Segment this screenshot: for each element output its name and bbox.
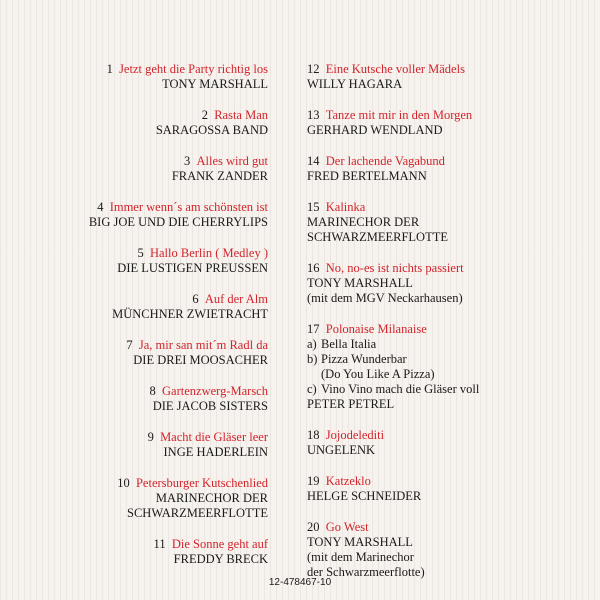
track-artist: MARINECHOR DER xyxy=(307,215,420,229)
track-number: 10 xyxy=(117,476,130,490)
track-heading xyxy=(307,474,567,489)
track-item xyxy=(307,322,567,412)
track-number: 14 xyxy=(307,154,320,168)
medley-part-text: Vino Vino mach die Gläser voll xyxy=(321,382,480,396)
track-heading xyxy=(60,108,268,123)
track-number: 11 xyxy=(153,537,166,551)
track-number: 17 xyxy=(307,322,320,336)
track-artist: TONY MARSHALL xyxy=(307,535,413,549)
track-item xyxy=(60,384,268,414)
track-title: Jetzt geht die Party richtig los xyxy=(119,62,268,76)
track-title: Macht die Gläser leer xyxy=(160,430,268,444)
track-title: Kalinka xyxy=(325,200,366,214)
medley-part-text: (Do You Like A Pizza) xyxy=(321,367,435,381)
track-item xyxy=(307,428,567,458)
track-title: Tanze mit mir in den Morgen xyxy=(325,108,473,122)
track-item xyxy=(60,200,268,230)
track-item xyxy=(307,108,567,138)
track-artist: SCHWARZMEERFLOTTE xyxy=(307,230,448,244)
medley-part-label: c) xyxy=(307,382,317,396)
track-item xyxy=(307,474,567,504)
track-item xyxy=(307,62,567,92)
medley-part xyxy=(307,337,567,352)
track-heading xyxy=(60,246,268,261)
track-number: 16 xyxy=(307,261,320,275)
track-title: Alles wird gut xyxy=(196,154,268,168)
track-number: 20 xyxy=(307,520,320,534)
track-item xyxy=(60,537,268,567)
track-artist: MÜNCHNER ZWIETRACHT xyxy=(112,307,268,321)
track-artist: BIG JOE UND DIE CHERRYLIPS xyxy=(88,215,268,229)
track-title: No, no-es ist nichts passiert xyxy=(325,261,464,275)
track-heading xyxy=(60,430,268,445)
track-title: Eine Kutsche voller Mädels xyxy=(325,62,465,76)
track-heading xyxy=(60,200,268,215)
track-title: Polonaise Milanaise xyxy=(325,322,427,336)
tracklist-right-column xyxy=(307,62,567,596)
track-number: 18 xyxy=(307,428,320,442)
track-item xyxy=(60,476,268,521)
track-number: 12 xyxy=(307,62,320,76)
track-number: 3 xyxy=(183,154,191,168)
track-item xyxy=(307,520,567,580)
track-artist: INGE HADERLEIN xyxy=(163,445,268,459)
track-title: Der lachende Vagabund xyxy=(325,154,445,168)
track-artist: MARINECHOR DER xyxy=(155,491,268,505)
track-number: 8 xyxy=(149,384,156,398)
track-title: Go West xyxy=(325,520,369,534)
track-heading xyxy=(60,154,268,169)
track-number: 15 xyxy=(307,200,320,214)
track-item xyxy=(60,430,268,460)
track-artist: DIE JACOB SISTERS xyxy=(152,399,268,413)
track-artist: UNGELENK xyxy=(307,443,376,457)
track-heading xyxy=(60,338,268,353)
track-number: 2 xyxy=(201,108,208,122)
medley-part-label: a) xyxy=(307,337,317,351)
track-heading xyxy=(60,384,268,399)
track-artist: (mit dem Marinechor xyxy=(307,550,414,564)
track-title: Gartenzwerg-Marsch xyxy=(162,384,268,398)
track-artist: FRANK ZANDER xyxy=(171,169,268,183)
track-artist: FRED BERTELMANN xyxy=(307,169,427,183)
track-artist: (mit dem MGV Neckarhausen) xyxy=(307,291,463,305)
track-heading xyxy=(307,200,567,215)
track-title: Katzeklo xyxy=(325,474,371,488)
track-item xyxy=(60,246,268,276)
track-artist: WILLY HAGARA xyxy=(307,77,403,91)
track-number: 6 xyxy=(192,292,199,306)
track-item xyxy=(60,108,268,138)
track-artist: HELGE SCHNEIDER xyxy=(307,489,422,503)
track-heading xyxy=(307,154,567,169)
tracklist-left-column xyxy=(60,62,268,583)
medley-part-text: Bella Italia xyxy=(321,337,377,351)
track-artist: SARAGOSSA BAND xyxy=(155,123,268,137)
track-number: 5 xyxy=(137,246,144,260)
track-artist: TONY MARSHALL xyxy=(307,276,413,290)
track-heading xyxy=(307,520,567,535)
track-number: 13 xyxy=(307,108,320,122)
track-heading xyxy=(307,322,567,337)
track-item xyxy=(60,62,268,92)
medley-part xyxy=(307,382,567,397)
track-title: Ja, mir san mit´m Radl da xyxy=(138,338,268,352)
track-heading xyxy=(307,261,567,276)
track-title: Die Sonne geht auf xyxy=(171,537,268,551)
track-artist: DIE LUSTIGEN PREUSSEN xyxy=(117,261,268,275)
track-artist: GERHARD WENDLAND xyxy=(307,123,443,137)
track-number: 7 xyxy=(126,338,133,352)
track-artist: der Schwarzmeerflotte) xyxy=(307,565,425,579)
track-item xyxy=(307,200,567,245)
track-title: Immer wenn´s am schönsten ist xyxy=(109,200,268,214)
track-number: 1 xyxy=(106,62,113,76)
track-heading xyxy=(60,62,268,77)
track-heading xyxy=(60,476,268,491)
track-heading xyxy=(307,108,567,123)
track-item xyxy=(307,154,567,184)
track-artist: PETER PETREL xyxy=(307,397,395,411)
medley-part xyxy=(307,352,567,367)
medley-part-label: b) xyxy=(307,352,318,366)
track-title: Petersburger Kutschenlied xyxy=(135,476,268,490)
catalog-number: 12-478467-10 xyxy=(268,577,332,588)
track-number: 19 xyxy=(307,474,320,488)
track-item xyxy=(60,338,268,368)
track-artist: SCHWARZMEERFLOTTE xyxy=(127,506,268,520)
track-artist: DIE DREI MOOSACHER xyxy=(133,353,268,367)
track-title: Hallo Berlin ( Medley ) xyxy=(149,246,268,260)
track-heading xyxy=(307,428,567,443)
track-title: Jojodelediti xyxy=(325,428,385,442)
track-item xyxy=(60,292,268,322)
medley-part-text: Pizza Wunderbar xyxy=(321,352,407,366)
track-artist: TONY MARSHALL xyxy=(162,77,268,91)
track-number: 9 xyxy=(147,430,154,444)
track-item xyxy=(307,261,567,306)
track-heading xyxy=(60,292,268,307)
medley-part xyxy=(307,367,567,382)
track-heading xyxy=(307,62,567,77)
track-title: Auf der Alm xyxy=(204,292,268,306)
track-artist: FREDDY BRECK xyxy=(173,552,268,566)
track-item xyxy=(60,154,268,184)
track-number: 4 xyxy=(97,200,104,214)
track-heading xyxy=(60,537,268,552)
track-title: Rasta Man xyxy=(214,108,268,122)
